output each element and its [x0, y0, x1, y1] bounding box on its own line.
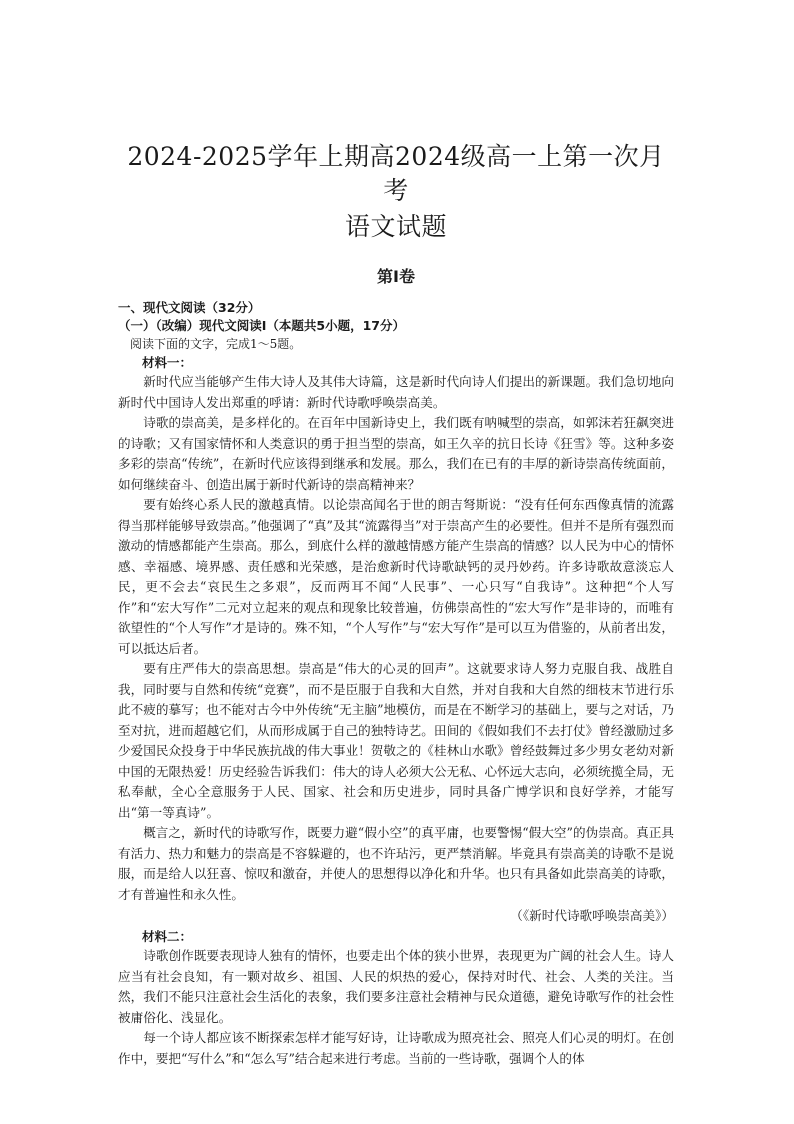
paragraph: 概言之，新时代的诗歌写作，既要力避“假小空”的真平庸，也要警惕“假大空”的伪崇高。真正具有活力、热力和魅力的崇高是不容躲避的，也不许玷污，更严禁消解。毕竟具有崇高美的诗歌不是说服，而是给人以狂喜、惊叹和激奋，并使人的思想得以净化和升华。也只有具备如此崇高美的诗歌，才有普遍性和永久性。 [118, 825, 674, 902]
paragraph: 新时代应当能够产生伟大诗人及其伟大诗篇，这是新时代向诗人们提出的新课题。我们急切地向新时代中国诗人发出郑重的呼请：新时代诗歌呼唤崇高美。 [118, 374, 674, 410]
paragraph: 每一个诗人都应该不断探索怎样才能写好诗，让诗歌成为照亮社会、照亮人们心灵的明灯。在创作中，要把“写什么”和“怎么写”结合起来进行考虑。当前的一些诗歌，强调个人的体 [118, 1030, 674, 1066]
paragraph: 要有始终心系人民的激越真情。以论崇高闻名于世的朗吉弩斯说：“没有任何东西像真情的流露得当那样能够导致崇高。”他强调了“真”及其“流露得当”对于崇高产生的必要性。但并不是所有强烈而激动的情感都能产生崇高。那么，到底什么样的激越情感方能产生崇高的情感？以人民为中心的情怀感、幸福感、境界感、责任感和光荣感，是治愈新时代诗歌缺钙的灵丹妙药。许多诗歌故意淡忘人民，更不会去“哀民生之多艰”，反而两耳不闻“人民事”、一心只写“自我诗”。这种把“个人写作”和“宏大写作”二元对立起来的观点和现象比较普遍，仿佛崇高性的“宏大写作”是非诗的，而唯有欲望性的“个人写作”才是诗的。殊不知，“个人写作”与“宏大写作”是可以互为借鉴的，从前者出发，可以抵达后者。 [118, 497, 674, 656]
material-two-label: 材料二： [142, 929, 193, 944]
paragraph: 要有庄严伟大的崇高思想。崇高是“伟大的心灵的回声”。这就要求诗人努力克服自我、战胜自我，同时要与自然和传统“竞赛”，而不是臣服于自我和大自然，并对自我和大自然的细枝末节进行乐此不疲的摹写；也不能对古今中外传统“无主脑”地模仿，而是在不断学习的基础上，要与之对话，乃至对抗，进而超越它们，从而形成属于自己的独特诗艺。田间的《假如我们不去打仗》曾经激励过多少爱国民众投身于中华民族抗战的伟大事业！贺敬之的《桂林山水歌》曾经鼓舞过多少男女老幼对新中国的无限热爱！历史经验告诉我们：伟大的诗人必须大公无私、心怀远大志向，必须统揽全局，无私奉献，全心全意服务于人民、国家、社会和历史进步，同时具备广博学识和良好学养，才能写出“第一等真诗”。 [118, 661, 674, 820]
section-heading: 一、现代文阅读（32分） [118, 300, 261, 315]
paragraph: 诗歌创作既要表现诗人独有的情怀，也要走出个体的狭小世界，表现更为广阔的社会人生。诗人应当有社会良知，有一颗对故乡、祖国、人民的炽热的爱心，保持对时代、社会、人类的关注。当然，我们不能只注意社会生活化的表象，我们要多注意社会精神与民众道德，避免诗歌写作的社会性被庸俗化、浅显化。 [118, 948, 674, 1025]
material-one-label: 材料一： [142, 355, 193, 370]
instruction-text: 阅读下面的文字，完成1～5题。 [130, 337, 302, 351]
exam-subtitle: 语文试题 [344, 212, 447, 241]
paragraph: 诗歌的崇高美，是多样化的。在百年中国新诗史上，我们既有呐喊型的崇高，如郭沫若狂飙突进的诗歌；又有国家情怀和人类意识的勇于担当型的崇高，如王久辛的抗日长诗《狂雪》等。这种多姿多彩的崇高“传统”，在新时代应该得到继承和发展。那么，我们在已有的丰厚的新诗崇高传统面前，如何继续奋斗、创造出属于新时代新诗的崇高精神来？ [118, 415, 674, 492]
subsection-heading: （一）（改编）现代文阅读Ⅰ（本题共5小题，17分） [118, 318, 405, 333]
volume-heading: 第Ⅰ卷 [377, 267, 415, 286]
exam-title: 2024-2025学年上期高2024级高一上第一次月考 [127, 142, 665, 205]
material-one-source: （《新时代诗歌呼唤崇高美》） [510, 908, 674, 923]
